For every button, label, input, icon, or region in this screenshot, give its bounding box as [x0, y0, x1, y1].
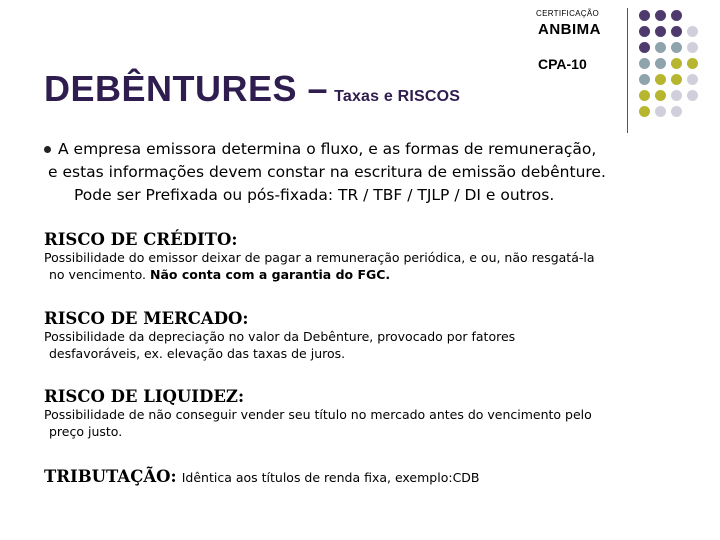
decorative-dot: [687, 90, 698, 101]
title-subtitle: Taxas e RISCOS: [334, 88, 461, 105]
decorative-dot: [687, 26, 698, 37]
decorative-dot: [671, 90, 682, 101]
decorative-dot: [687, 42, 698, 53]
decorative-dot: [655, 90, 666, 101]
decorative-dot: [655, 58, 666, 69]
section-heading: RISCO DE LIQUIDEZ:: [44, 387, 245, 406]
decorative-dot: [639, 106, 650, 117]
decorative-dot: [639, 26, 650, 37]
decorative-dot: [655, 10, 666, 21]
tributacao-text: Idêntica aos títulos de renda fixa, exemplo:CDB: [181, 470, 480, 485]
section-heading: RISCO DE CRÉDITO:: [44, 230, 238, 249]
section-risco-liquidez: [44, 387, 704, 440]
decorative-dot: [639, 58, 650, 69]
section-risco-mercado: [44, 309, 704, 362]
intro-paragraph: [44, 138, 704, 207]
decorative-dot: [655, 42, 666, 53]
certification-name: ANBIMA: [538, 21, 601, 38]
bullet-icon: [44, 146, 51, 153]
section-text: [44, 328, 704, 362]
divider-line: [627, 8, 628, 133]
certification-label: CERTIFICAÇÃO: [536, 9, 600, 18]
decorative-dot: [671, 74, 682, 85]
decorative-dot: [639, 90, 650, 101]
decorative-dot: [687, 58, 698, 69]
intro-line-2: e estas informações devem constar na escritura de emissão debênture.: [48, 163, 606, 181]
decorative-dot: [671, 58, 682, 69]
section-text-line-2-normal: no vencimento.: [49, 267, 146, 282]
decorative-dot: [655, 106, 666, 117]
section-text: [44, 406, 704, 440]
section-text-line-1: Possibilidade do emissor deixar de pagar a remuneração periódica, e ou, não resgatá-la: [44, 250, 595, 265]
decorative-dot: [639, 10, 650, 21]
decorative-dot: [671, 42, 682, 53]
certification-code: CPA-10: [538, 56, 587, 72]
tributacao-label: TRIBUTAÇÃO:: [44, 467, 177, 486]
section-heading: RISCO DE MERCADO:: [44, 309, 249, 328]
decorative-dot: [671, 10, 682, 21]
title-main: DEBÊNTURES –: [44, 68, 329, 109]
decorative-dot: [671, 106, 682, 117]
section-text-line-1: Possibilidade da depreciação no valor da Debênture, provocado por fatores: [44, 329, 516, 344]
section-text: [44, 249, 704, 283]
section-risco-credito: [44, 230, 704, 283]
section-tributacao: [44, 467, 480, 486]
decorative-dot-grid: [639, 10, 719, 122]
decorative-dot: [687, 74, 698, 85]
decorative-dot: [639, 42, 650, 53]
section-text-line-2: preço justo.: [49, 424, 123, 439]
page-title: [44, 68, 460, 110]
decorative-dot: [655, 26, 666, 37]
section-text-line-1: Possibilidade de não conseguir vender seu título no mercado antes do vencimento pelo: [44, 407, 592, 422]
intro-line-1: A empresa emissora determina o fluxo, e as formas de remuneração,: [58, 140, 597, 158]
section-text-line-2: desfavoráveis, ex. elevação das taxas de juros.: [49, 346, 346, 361]
decorative-dot: [639, 74, 650, 85]
decorative-dot: [655, 74, 666, 85]
intro-line-3: Pode ser Prefixada ou pós-fixada: TR / TBF / TJLP / DI e outros.: [74, 186, 555, 204]
section-text-bold: Não conta com a garantia do FGC.: [149, 267, 391, 282]
section-text-line-2: [44, 266, 704, 283]
decorative-dot: [671, 26, 682, 37]
